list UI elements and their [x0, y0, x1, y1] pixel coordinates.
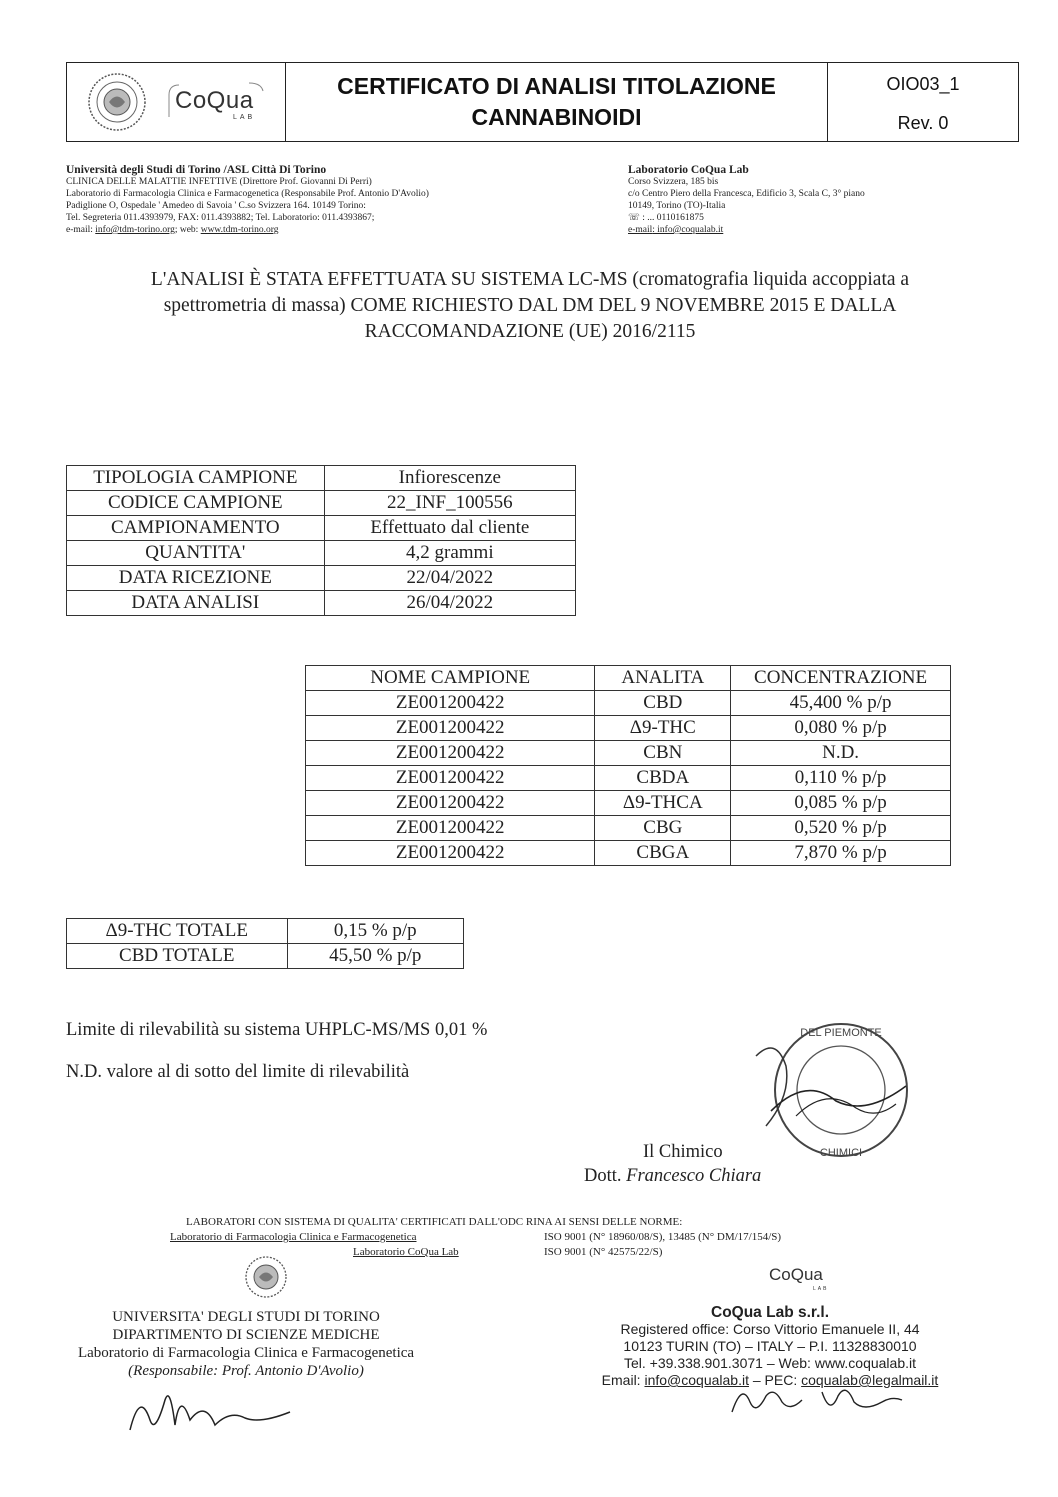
- analysis-statement-line-3: RACCOMANDAZIONE (UE) 2016/2115: [364, 321, 696, 342]
- result-analyte: Δ9-THC: [595, 716, 731, 741]
- total-row: [67, 919, 464, 944]
- total-value: 0,15 % p/p: [287, 919, 463, 944]
- sample-info-label: CODICE CAMPIONE: [67, 491, 325, 516]
- sample-info-table: [66, 465, 576, 616]
- cert-lab-1: [170, 1230, 417, 1244]
- company-email-link[interactable]: info@coqualab.it: [644, 1372, 749, 1388]
- header-logos: [67, 63, 286, 141]
- result-analyte: CBN: [595, 741, 731, 766]
- cert-lab-2-name: Laboratorio CoQua Lab: [353, 1246, 459, 1258]
- coqua-logo-text: CoQua: [175, 87, 254, 114]
- left-address-block: [66, 164, 546, 236]
- left-address-line-4: Padiglione O, Ospedale ' Amedeo di Savoia ' C.so Svizzera 164. 10149 Torino:: [66, 201, 366, 211]
- coqua-footer-logo: [763, 1262, 843, 1292]
- sample-info-row: [67, 566, 576, 591]
- coqua-footer-logo-sub: LAB: [813, 1286, 829, 1292]
- left-email-link[interactable]: info@tdm-torino.org: [95, 225, 175, 235]
- coqua-logo-sub: LAB: [233, 114, 256, 121]
- document-revision: Rev. 0: [897, 113, 949, 133]
- result-row: [306, 791, 951, 816]
- sample-info-value: 22/04/2022: [324, 566, 575, 591]
- university-footer-line-1: UNIVERSITA' DEGLI STUDI DI TORINO: [112, 1309, 380, 1325]
- result-row: [306, 716, 951, 741]
- svg-text:CHIMICI: CHIMICI: [819, 1147, 863, 1159]
- totals-body: [67, 919, 464, 969]
- result-concentration: 7,870 % p/p: [731, 841, 951, 866]
- cert-lab-2-iso: ISO 9001 (N° 42575/22/S): [544, 1246, 663, 1258]
- sample-info-value: Infiorescenze: [324, 466, 575, 491]
- footer-signature-right-icon: [722, 1372, 912, 1422]
- total-label: CBD TOTALE: [67, 944, 288, 969]
- analysis-statement-line-2: spettrometria di massa) COME RICHIESTO DAL DM DEL 9 NOVEMBRE 2015 E DALLA: [163, 295, 897, 316]
- right-address-block: [628, 164, 928, 236]
- left-address-line-1: Università degli Studi di Torino /ASL Città Di Torino: [66, 164, 327, 176]
- sample-info-row: [67, 516, 576, 541]
- result-sample-name: ZE001200422: [306, 791, 595, 816]
- result-concentration: 0,520 % p/p: [731, 816, 951, 841]
- total-value: 45,50 % p/p: [287, 944, 463, 969]
- sample-info-value: Effettuato dal cliente: [324, 516, 575, 541]
- analysis-statement-line-1: L'ANALISI È STATA EFFETTUATA SU SISTEMA LC-MS (cromatografia liquida accoppiata a: [150, 269, 910, 290]
- result-sample-name: ZE001200422: [306, 691, 595, 716]
- right-address-line-2: Corso Svizzera, 185 bis: [628, 177, 719, 187]
- result-row: [306, 841, 951, 866]
- cert-lab-2: [353, 1245, 459, 1259]
- signature-role: Il Chimico: [643, 1142, 723, 1162]
- result-sample-name: ZE001200422: [306, 741, 595, 766]
- cert-lab-1-name: Laboratorio di Farmacologia Clinica e Farmacogenetica: [170, 1231, 417, 1243]
- results-table: [305, 665, 951, 866]
- nd-note: N.D. valore al di sotto del limite di rilevabilità: [66, 1062, 410, 1082]
- sample-info-label: CAMPIONAMENTO: [67, 516, 325, 541]
- company-line-3: Tel. +39.338.901.3071 – Web: www.coqualab.it: [624, 1355, 916, 1371]
- result-sample-name: ZE001200422: [306, 716, 595, 741]
- company-line-1: Registered office: Corso Vittorio Emanuele II, 44: [620, 1321, 920, 1337]
- sample-info-value: 4,2 grammi: [324, 541, 575, 566]
- totals-table: [66, 918, 464, 969]
- sample-info-label: DATA ANALISI: [67, 591, 325, 616]
- total-label: Δ9-THC TOTALE: [67, 919, 288, 944]
- left-address-line-6: e-mail: info@tdm-torino.org; web: www.tdm-torino.org: [66, 225, 279, 235]
- result-row: [306, 691, 951, 716]
- signature-title: Dott.: [584, 1166, 622, 1186]
- sample-info-value: 22_INF_100556: [324, 491, 575, 516]
- result-concentration: N.D.: [731, 741, 951, 766]
- chemists-order-stamp-icon: [736, 1016, 921, 1166]
- analysis-statement: [70, 267, 990, 345]
- right-address-line-5: ☏ : ... 0110161875: [628, 213, 704, 223]
- right-address-line-1: Laboratorio CoQua Lab: [628, 164, 749, 176]
- university-footer-line-4: (Responsabile: Prof. Antonio D'Avolio): [128, 1363, 364, 1379]
- left-address-line-2: CLINICA DELLE MALATTIE INFETTIVE (Direttore Prof. Giovanni Di Perri): [66, 177, 372, 187]
- right-email-link[interactable]: : info@coqualab.it: [652, 225, 724, 235]
- sample-info-label: DATA RICEZIONE: [67, 566, 325, 591]
- sample-info-row: [67, 591, 576, 616]
- detection-limit-note: Limite di rilevabilità su sistema UHPLC-MS/MS 0,01 %: [66, 1020, 488, 1040]
- signature-name-line: [584, 1166, 761, 1187]
- right-address-line-4: 10149, Torino (TO)-Italia: [628, 201, 726, 211]
- left-address-line-3: Laboratorio di Farmacologia Clinica e Farmacogenetica (Responsabile Prof. Antonio D'Avolio): [66, 189, 429, 199]
- right-address-line-6: e-mail: info@coqualab.it: [628, 225, 724, 235]
- result-sample-name: ZE001200422: [306, 816, 595, 841]
- result-concentration: 0,110 % p/p: [731, 766, 951, 791]
- result-row: [306, 816, 951, 841]
- results-table-head: [306, 666, 951, 691]
- result-analyte: CBDA: [595, 766, 731, 791]
- svg-text:DEL PIEMONTE: DEL PIEMONTE: [800, 1027, 882, 1039]
- result-concentration: 0,085 % p/p: [731, 791, 951, 816]
- left-address-line-5: Tel. Segreteria 011.4393979, FAX: 011.4393882; Tel. Laboratorio: 011.4393867;: [66, 213, 375, 223]
- company-name: CoQua Lab s.r.l.: [711, 1304, 829, 1321]
- result-concentration: 45,400 % p/p: [731, 691, 951, 716]
- university-footer-line-2: DIPARTIMENTO DI SCIENZE MEDICHE: [112, 1327, 380, 1343]
- company-line-2: 10123 TURIN (TO) – ITALY – P.I. 11328830010: [623, 1338, 917, 1354]
- right-address-line-3: c/o Centro Piero della Francesca, Edificio 3, Scala C, 3° piano: [628, 189, 865, 199]
- results-table-body: [306, 691, 951, 866]
- document-code: OIO03_1: [886, 74, 960, 94]
- result-sample-name: ZE001200422: [306, 766, 595, 791]
- results-header-sample: NOME CAMPIONE: [306, 666, 595, 691]
- left-web-link[interactable]: www.tdm-torino.org: [200, 225, 279, 235]
- document-code-box: [828, 63, 1018, 141]
- result-analyte: Δ9-THCA: [595, 791, 731, 816]
- sample-info-row: [67, 541, 576, 566]
- company-email-line: Email: info@coqualab.it – PEC: coqualab@legalmail.it: [601, 1372, 939, 1388]
- cert-lab-1-iso: ISO 9001 (N° 18960/08/S), 13485 (N° DM/17/154/S): [544, 1231, 782, 1243]
- result-concentration: 0,080 % p/p: [731, 716, 951, 741]
- sample-info-row: [67, 491, 576, 516]
- coqua-footer-logo-text: CoQua: [769, 1265, 823, 1284]
- results-header-analyte: ANALITA: [595, 666, 731, 691]
- university-seal-footer-icon: [244, 1254, 288, 1300]
- coqua-logo: [165, 81, 275, 125]
- sample-info-label: QUANTITA': [67, 541, 325, 566]
- result-row: [306, 766, 951, 791]
- signature-name: Francesco Chiara: [626, 1166, 762, 1186]
- university-footer-block: [56, 1308, 436, 1380]
- result-analyte: CBGA: [595, 841, 731, 866]
- university-footer-line-3: Laboratorio di Farmacologia Clinica e Farmacogenetica: [77, 1345, 415, 1361]
- title-line-1: CERTIFICATO DI ANALISI TITOLAZIONE: [337, 73, 776, 99]
- result-sample-name: ZE001200422: [306, 841, 595, 866]
- total-row: [67, 944, 464, 969]
- result-analyte: CBD: [595, 691, 731, 716]
- footer-signature-left-icon: [120, 1380, 310, 1440]
- sample-info-body: [67, 466, 576, 616]
- results-header-row: [306, 666, 951, 691]
- title-line-2: CANNABINOIDI: [471, 104, 642, 130]
- sample-info-label: TIPOLOGIA CAMPIONE: [67, 466, 325, 491]
- certification-line: LABORATORI CON SISTEMA DI QUALITA' CERTIFICATI DALL'ODC RINA AI SENSI DELLE NORME:: [186, 1216, 683, 1228]
- company-pec-link[interactable]: coqualab@legalmail.it: [801, 1372, 939, 1388]
- sample-info-row: [67, 466, 576, 491]
- result-row: [306, 741, 951, 766]
- document-title: [286, 63, 828, 141]
- university-seal-icon: [87, 71, 147, 133]
- results-header-concentration: CONCENTRAZIONE: [731, 666, 951, 691]
- sample-info-value: 26/04/2022: [324, 591, 575, 616]
- document-header: [66, 62, 1019, 142]
- result-analyte: CBG: [595, 816, 731, 841]
